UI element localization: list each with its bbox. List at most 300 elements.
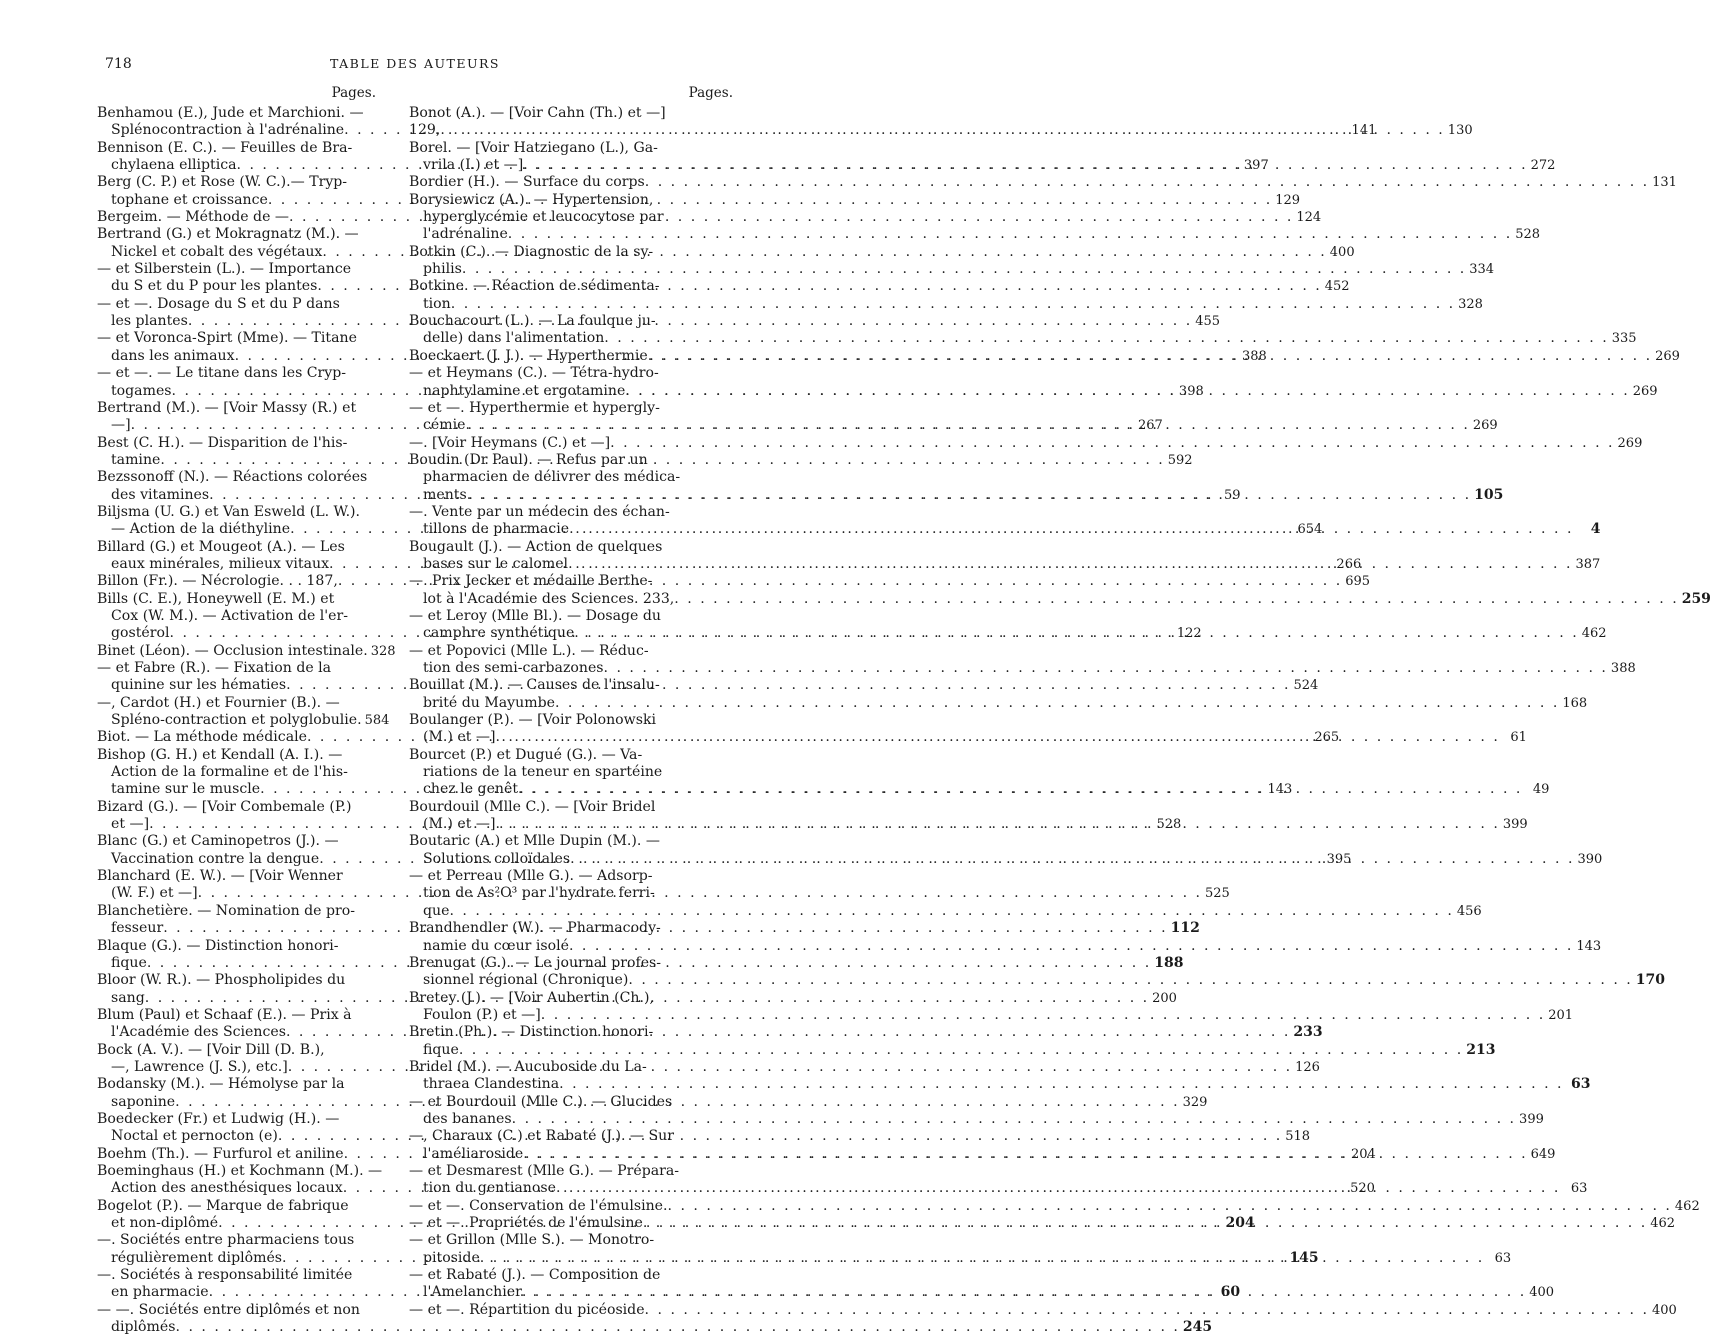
entry-text: brité du Mayumbe [423, 694, 555, 711]
entry-line [97, 296, 378, 313]
entry-line [409, 1110, 1544, 1128]
entry-line [409, 885, 715, 902]
page-ref: 60 [1220, 1284, 1241, 1301]
entry-text: — et —. — Le titane dans les Cryp- [97, 365, 347, 382]
entry-line [409, 1059, 715, 1076]
entry-line [97, 1232, 378, 1249]
page-ref: 168 [1562, 695, 1588, 711]
entry-line [97, 435, 378, 452]
entry-line [409, 643, 715, 660]
dot-leader [465, 417, 1469, 434]
entry-line [409, 902, 1482, 920]
index-entry [97, 694, 390, 730]
dot-leader [604, 660, 1608, 677]
dot-leader [440, 122, 1444, 139]
entry-text: Biljsma (U. G.) et Van Esweld (L. W.). [97, 503, 361, 520]
entry-line [409, 833, 715, 850]
entry-text: Boutaric (A.) et Mlle Dupin (M.). — [409, 833, 660, 850]
page-ref: 269 [1617, 435, 1643, 451]
entry-text: — et Leroy (Mlle Bl.). — Dosage du [409, 607, 661, 624]
page-ref: 204 [1351, 1146, 1376, 1162]
entry-text: Boudin (Dr Paul). — Refus par un [409, 451, 648, 468]
entry-text: tion de As²O³ par l'hydrate ferri- [423, 885, 655, 902]
page-ref: 269 [1632, 383, 1658, 399]
entry-text: Action des anesthésiques locaux [111, 1180, 343, 1197]
page-ref: 584 [364, 713, 390, 729]
entry-text: Billard (G.) et Mougeot (A.). — Les [97, 538, 345, 555]
entry-line [97, 972, 378, 989]
entry-text: Borysiewicz (A.). — Hypertension, [409, 191, 654, 208]
entry-text: philis [423, 261, 462, 278]
page-ref: 388 [1610, 661, 1636, 676]
page-ref: 400 [1329, 244, 1355, 260]
dot-leader [569, 521, 1573, 538]
page-ref: 49 [1532, 782, 1550, 798]
entry-line [409, 608, 715, 625]
entry-text: Solutions colloïdales [423, 850, 571, 867]
entry-line [97, 1267, 378, 1284]
entry-line [409, 469, 715, 486]
entry-text: l'Amelanchier [423, 1284, 522, 1301]
page-ref: 122 [1176, 626, 1202, 642]
page-header [105, 56, 725, 76]
entry-line [409, 434, 1643, 452]
entry-text: sionnel régional (Chronique) [423, 972, 629, 989]
page-ref: 213 [1466, 1041, 1496, 1058]
entry-text: chez le genêt [423, 781, 518, 798]
entry-text: — et Heymans (C.). — Tétra-hydro- [409, 365, 659, 382]
entry-text: Bennison (E. C.). — Feuilles de Bra- [97, 139, 353, 156]
entry-text: Bertrand (M.). — [Voir Massy (R.) et [97, 399, 357, 416]
page-ref: 387 [1575, 556, 1601, 572]
page-ref: 141 [1351, 123, 1377, 139]
page-ref: 204 [1225, 1215, 1255, 1231]
page-ref: 63 [1570, 1181, 1588, 1197]
entry-text: eaux minérales, milieux vitaux [111, 555, 330, 572]
entry-text: Bourdouil (Mlle C.). — [Voir Bridel [409, 798, 656, 815]
page-ref: 266 [1336, 556, 1362, 572]
entry-line [409, 937, 1602, 955]
entry-text: 129, [409, 122, 441, 139]
entry-line [409, 1163, 715, 1180]
entry-line [409, 295, 1483, 313]
entry-text: — et —. Répartition du picéoside [409, 1301, 645, 1318]
entry-text: tion des semi-carbazones [423, 660, 604, 676]
entry-text: — et Bourdouil (Mlle C.). — Glucides [409, 1093, 673, 1110]
entry-text: les plantes [111, 313, 188, 330]
entry-line [97, 539, 378, 556]
entry-text: —. Sociétés entre pharmaciens tous [97, 1232, 355, 1249]
dot-leader [569, 938, 1573, 955]
entry-line [409, 452, 715, 469]
dot-leader [628, 972, 1632, 989]
page-ref: 456 [1456, 903, 1482, 919]
entry-text: Spléno-contraction et polyglobulie. [111, 712, 362, 729]
entry-line [97, 1042, 378, 1059]
entry-line [97, 1111, 378, 1128]
page-ref: 329 [1182, 1094, 1208, 1110]
entry-line [97, 695, 378, 712]
dot-leader [508, 226, 1512, 243]
dot-leader [495, 729, 1499, 746]
page-ref: 528 [1515, 227, 1541, 243]
entry-line [409, 1197, 1700, 1215]
entry-text: Berg (C. P.) et Rose (W. C.).— Tryp- [97, 174, 348, 191]
page-ref: 112 [1170, 920, 1200, 937]
entry-text: (M.) et —] [423, 816, 496, 833]
entry-text: —, Lawrence (J. S.), etc.] [111, 1058, 288, 1075]
entry-text: ments [423, 486, 467, 503]
entry-text: vrila (I.) et —] [423, 157, 524, 174]
entry-text: quinine sur les hématies [111, 677, 287, 694]
entry-line [97, 833, 378, 850]
entry-text: Bridel (M.). — Aucuboside du La- [409, 1058, 647, 1075]
page-ref: 272 [1530, 158, 1556, 174]
page-ref: 200 [1152, 990, 1177, 1006]
entry-text: togames [111, 382, 172, 399]
entry-text: (M.) et —] [423, 729, 496, 746]
page-ref: 269 [1472, 418, 1498, 434]
entry-line [409, 1301, 1677, 1319]
entry-text: — et —. Hyperthermie et hypergly- [409, 399, 660, 416]
entry-text: Bogelot (P.). — Marque de fabrique [97, 1197, 349, 1214]
entry-line [409, 694, 1588, 712]
page-ref: 328 [370, 643, 396, 659]
entry-line [97, 226, 378, 243]
entry-line [409, 192, 715, 209]
page-ref: 452 [1324, 279, 1350, 295]
entry-line [409, 660, 1636, 677]
entry-text: Boeminghaus (H.) et Kochmann (M.). — [97, 1162, 383, 1179]
dot-leader [604, 330, 1608, 347]
entry-text: Bertrand (G.) et Mokragnatz (M.). — [97, 226, 359, 243]
entry-text: Botkine. — Réaction de sédimenta- [409, 278, 660, 295]
entry-text: Binet (Léon). — Occlusion intestinale. [97, 642, 368, 659]
entry-text: — —. Sociétés entre diplômés et non [97, 1301, 360, 1318]
entry-line [409, 1006, 1574, 1024]
entry-text: Boeckaert (J. J.). — Hyperthermie [409, 347, 648, 364]
entry-line [97, 712, 390, 729]
entry-line [97, 642, 396, 660]
page-ref: 399 [1519, 1111, 1544, 1127]
dot-leader [648, 348, 1652, 365]
page-ref: 525 [1205, 886, 1230, 902]
entry-text: namie du cœur isolé [423, 937, 569, 954]
entry-text: tamine [111, 451, 161, 468]
entry-text: sang [111, 989, 145, 1006]
entry-line [409, 1041, 1496, 1059]
entry-text: — et Voronca-Spirt (Mme). — Titane [97, 330, 357, 347]
page-ref: 695 [1345, 574, 1371, 590]
entry-line [97, 1007, 378, 1024]
entry-text: tion [423, 295, 451, 312]
entry-text: tion du gentianose [423, 1180, 556, 1197]
entry-text: fique [423, 1041, 459, 1058]
entry-line [409, 140, 715, 157]
entry-text: Bordier (H.). — Surface du corps [409, 174, 645, 191]
entry-text: Borel. — [Voir Hatziegano (L.), Ga- [409, 139, 658, 156]
entry-line [97, 1302, 378, 1319]
page-ref: 400 [1529, 1285, 1555, 1301]
entry-text: tamine sur le muscle [111, 781, 261, 798]
entry-text: Boehm (Th.). — Furfurol et aniline [97, 1145, 344, 1162]
entry-text: — et —. Conservation de l'émulsine. [409, 1197, 668, 1214]
entry-line [97, 608, 378, 625]
dot-leader [518, 781, 1522, 798]
entry-text: en pharmacie [111, 1284, 209, 1301]
dot-leader [512, 1111, 1516, 1128]
dot-leader [449, 903, 1453, 920]
entry-text: Bizard (G.). — [Voir Combemale (P.) [97, 798, 352, 815]
entry-line [409, 105, 715, 122]
page-ref: 390 [1577, 851, 1603, 867]
entry-line [97, 903, 378, 920]
dot-leader [625, 383, 1629, 400]
entry-text: Bouchacourt (L.). — La foulque ju- [409, 313, 656, 330]
entry-text: régulièrement diplômés [111, 1249, 283, 1266]
entry-text: (W. F.) et —] [111, 885, 198, 902]
page-ref: 267 [1138, 418, 1163, 434]
entry-text: Boulanger (P.). — [Voir Polonowski [409, 712, 657, 729]
entry-text: fesseur [111, 920, 164, 937]
entry-text: —. Prix Jecker et médaille Berthe- [409, 573, 653, 590]
entry-text: —. [Voir Heymans (C.) et —] [409, 434, 611, 451]
page-ref: 528 [1156, 817, 1182, 833]
dot-leader [570, 851, 1574, 868]
entry-text: Splénocontraction à l'adrénaline [111, 122, 345, 139]
page-ref: 654 [1297, 522, 1323, 538]
entry-line [409, 573, 715, 590]
entry-text: —. Vente par un médecin des échan- [409, 503, 670, 520]
entry-line [97, 747, 378, 764]
entry-line [409, 1024, 715, 1041]
dot-leader [668, 1198, 1672, 1215]
entry-text: Boedecker (Fr.) et Ludwig (H.). — [97, 1110, 340, 1127]
page-ref: 399 [1502, 817, 1528, 833]
dot-leader [559, 1076, 1563, 1093]
entry-text: l'Académie des Sciences [111, 1024, 286, 1041]
page-ref: 328 [1458, 296, 1483, 312]
entry-line [409, 1094, 715, 1111]
dot-leader [674, 591, 1678, 608]
entry-text: Nickel et cobalt des végétaux [111, 243, 323, 260]
entry-text: fique [111, 954, 147, 971]
entry-text: gostérol [111, 625, 170, 642]
page-ref: 105 [1474, 486, 1504, 503]
entry-line [97, 591, 378, 608]
index-entry [409, 1301, 1677, 1319]
entry-line [409, 590, 1711, 608]
page-ref: 124 [1296, 210, 1322, 226]
entry-text: Brandhendler (W.). — Pharmacody- [409, 920, 661, 937]
entry-text: Bock (A. V.). — [Voir Dill (D. B.), [97, 1041, 325, 1058]
entry-text: Foulon (P.) et —] [423, 1006, 541, 1023]
entry-line [409, 764, 715, 781]
page-ref: 455 [1195, 314, 1221, 330]
page-ref: 395 [1326, 851, 1352, 867]
page-ref: 592 [1167, 452, 1193, 468]
dot-leader [568, 556, 1572, 573]
entry-text: thraea Clandestina [423, 1076, 560, 1093]
entry-text: du S et du P pour les plantes [111, 278, 318, 295]
entry-text: lot à l'Académie des Sciences. 233, [423, 590, 675, 607]
page-ref: 59 [1224, 487, 1241, 503]
index-entry [409, 105, 715, 122]
dot-leader [175, 1319, 1179, 1336]
running-head: TABLE DES AUTEURS [330, 56, 500, 71]
page-ref: 259 [1681, 590, 1711, 607]
entry-text: pharmacien de délivrer des médica- [423, 469, 681, 486]
page-ref: 462 [1674, 1198, 1700, 1214]
entry-text: Action de la formaline et de l'his- [111, 764, 348, 781]
dot-leader [645, 1302, 1649, 1319]
entry-text: Bretey (J.). — [Voir Aubertin (Ch.), [409, 989, 654, 1006]
entry-text: pitoside [423, 1249, 480, 1266]
dot-leader [556, 1180, 1560, 1197]
entry-line [97, 764, 378, 781]
entry-line [97, 660, 378, 677]
entry-line [97, 365, 378, 382]
page-ref: 520 [1350, 1181, 1375, 1197]
dot-leader [467, 487, 1471, 504]
dot-leader [574, 625, 1578, 642]
entry-line [97, 1162, 383, 1180]
entry-text: tophane et croissance [111, 191, 268, 208]
dot-leader [522, 1284, 1526, 1301]
entry-line [409, 313, 715, 330]
page-ref: 170 [1635, 972, 1666, 989]
entry-text: des bananes [423, 1110, 512, 1127]
entry-line [409, 955, 715, 972]
page-ref: 397 [1243, 158, 1269, 174]
entry-text: Bloor (W. R.). — Phospholipides du [97, 972, 346, 989]
entry-line [409, 990, 715, 1007]
entry-line [97, 330, 378, 347]
entry-line [409, 1232, 715, 1249]
page-ref: 131 [1652, 175, 1677, 191]
entry-text: Biot. — La méthode médicale [97, 729, 307, 746]
entry-line [409, 747, 715, 764]
entry-line [97, 504, 378, 521]
entry-line [409, 244, 715, 261]
entry-text: Bills (C. E.), Honeywell (E. M.) et [97, 590, 335, 607]
dot-leader [523, 157, 1527, 174]
entry-text: — et Perreau (Mlle G.). — Adsorp- [409, 868, 653, 885]
page-ref: 188 [1154, 954, 1184, 971]
entry-text: Benhamou (E.), Jude et Marchioni. — [97, 105, 364, 121]
entry-text: —, Cardot (H.) et Fournier (B.). — [97, 694, 340, 711]
page-ref: 61 [1510, 730, 1527, 746]
entry-line [409, 1076, 1591, 1093]
entry-text: Blaque (G.). — Distinction honori- [97, 937, 339, 954]
dot-leader [541, 1007, 1545, 1024]
entry-line [97, 799, 378, 816]
entry-text: l'adrénaline [423, 226, 508, 243]
entry-text: que [423, 902, 450, 919]
entry-text: Bretin (Ph.). — Distinction honori- [409, 1024, 654, 1041]
entry-text: Blanc (G.) et Caminopetros (J.). — [97, 833, 339, 850]
entry-text: Noctal et pernocton (e) [111, 1128, 278, 1145]
page-ref: 398 [1178, 383, 1204, 399]
entry-text: — et —. Dosage du S et du P dans [97, 295, 340, 312]
page-ref: 462 [1650, 1216, 1676, 1231]
page-ref: 126 [1295, 1059, 1320, 1075]
entry-text: Blum (Paul) et Schaaf (E.). — Prix à [97, 1006, 352, 1023]
entry-text: Best (C. H.). — Disparition de l'his- [97, 434, 348, 451]
page-ref: 143 [1267, 782, 1293, 798]
entry-text: — Action de la diéthyline [111, 521, 291, 538]
index-entry [409, 642, 1636, 678]
entry-text: — et Grillon (Mlle S.). — Monotro- [409, 1232, 655, 1249]
entry-text: Bouillat (M.). — Causes de l'insalu- [409, 677, 660, 694]
entry-text: et non-diplômé [111, 1215, 219, 1231]
entry-text: camphre synthétique [423, 625, 575, 642]
page-ref: 524 [1293, 678, 1319, 694]
entry-text: diplômés [111, 1319, 176, 1336]
entry-line [97, 400, 378, 417]
entry-text: delle) dans l'alimentation [423, 330, 605, 347]
page-ref: 145 [1289, 1249, 1319, 1266]
page-ref: 334 [1469, 262, 1495, 278]
dot-leader [462, 261, 1466, 278]
entry-text: cémie [423, 417, 466, 434]
entry-line [97, 174, 378, 191]
entry-text: Bourcet (P.) et Dugué (G.). — Va- [409, 746, 643, 763]
page-ref: 129 [1275, 192, 1301, 208]
entry-line [97, 938, 378, 955]
entry-text: —, Charaux (C.) et Rabaté (J.). — Sur [409, 1128, 674, 1145]
entry-text: tillons de pharmacie [423, 521, 570, 538]
entry-line [409, 400, 715, 417]
entry-text: saponine [111, 1093, 176, 1110]
entry-line [409, 799, 715, 816]
entry-text: Bishop (G. H.) et Kendall (A. I.). — [97, 746, 343, 763]
page-ref: 269 [1655, 348, 1680, 364]
entry-line [409, 365, 715, 382]
entry-text: — et Silberstein (L.). — Importance [97, 261, 352, 278]
pages-label-right: Pages. [688, 85, 733, 101]
entry-text: Blanchetière. — Nomination de pro- [97, 902, 356, 919]
entry-text: riations de la teneur en spartéine [423, 764, 663, 781]
page-ref: 265 [1314, 730, 1340, 746]
entry-line [409, 920, 715, 937]
dot-leader [480, 1250, 1484, 1267]
dot-leader [495, 816, 1499, 833]
page-ref: 63 [1494, 1250, 1512, 1266]
page-ref: 233 [1293, 1024, 1323, 1041]
entry-text: chylaena elliptica [111, 157, 237, 174]
entry-text: Bezssonoff (N.). — Réactions colorées [97, 469, 368, 486]
entry-text: — et —. Propriétés de l'émulsine [409, 1215, 643, 1231]
page-ref: 400 [1651, 1302, 1677, 1318]
entry-line [97, 1198, 378, 1215]
entry-text: —] [111, 417, 131, 434]
entry-line [409, 174, 1677, 191]
entry-line [409, 868, 715, 885]
page-ref: 63 [1571, 1076, 1591, 1093]
entry-text: Bodansky (M.). — Hémolyse par la [97, 1076, 345, 1093]
entry-text: Bonot (A.). — [Voir Cahn (Th.) et —] [409, 105, 666, 121]
entry-text: Bergeim. — Méthode de — [97, 209, 289, 226]
entry-line [409, 972, 1666, 989]
entry-text: dans les animaux [111, 347, 235, 364]
entry-line [97, 140, 378, 157]
index-entry [409, 1197, 1700, 1215]
entry-text: Blanchard (E. W.). — [Voir Wenner [97, 868, 343, 885]
entry-text: Vaccination contre la dengue [111, 850, 320, 867]
entry-line [409, 1267, 715, 1284]
page-ref: 201 [1548, 1007, 1574, 1023]
